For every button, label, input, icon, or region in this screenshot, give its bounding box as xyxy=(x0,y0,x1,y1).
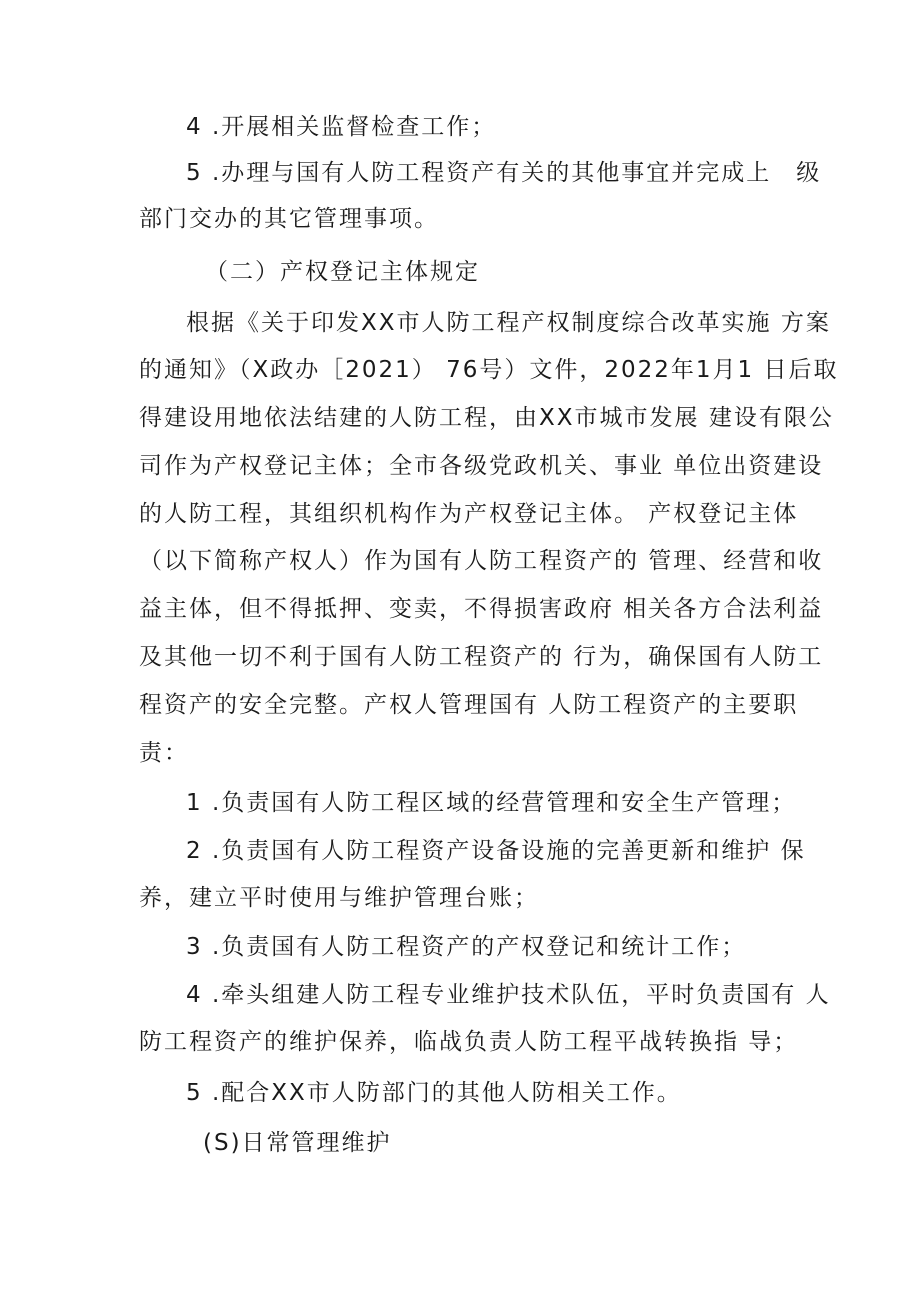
paragraph-line: 得建设用地依法结建的人防工程，由XX市城市发展 建设有限公 xyxy=(139,405,834,431)
section-heading: （二）产权登记主体规定 xyxy=(205,259,480,285)
paragraph-line: 的人防工程，其组织机构作为产权登记主体。 产权登记主体 xyxy=(139,501,799,527)
list-item-continuation: 养，建立平时使用与维护管理台账； xyxy=(139,885,539,911)
paragraph-line: 程资产的安全完整。产权人管理国有 人防工程资产的主要职 xyxy=(139,692,799,718)
list-item: 1 .负责国有人防工程区域的经营管理和安全生产管理； xyxy=(186,790,797,816)
section-heading: (S)日常管理维护 xyxy=(203,1130,392,1156)
paragraph-line: （以下简称产权人）作为国有人防工程资产的 管理、经营和收 xyxy=(139,548,824,574)
paragraph-line: 4 .开展相关监督检查工作； xyxy=(186,114,497,140)
paragraph-line: 根据《关于印发XX市人防工程产权制度综合改革实施 方案 xyxy=(186,310,831,336)
list-item: 3 .负责国有人防工程资产的产权登记和统计工作； xyxy=(186,934,747,960)
list-item: 4 .牵头组建人防工程专业维护技术队伍，平时负责国有 人 xyxy=(186,982,831,1008)
list-item: 5 .配合XX市人防部门的其他人防相关工作。 xyxy=(186,1080,682,1106)
paragraph-line: 责： xyxy=(139,740,189,766)
paragraph-line: 及其他一切不利于国有人防工程资产的 行为，确保国有人防工 xyxy=(139,644,824,670)
paragraph-line: 部门交办的其它管理事项。 xyxy=(139,206,439,232)
paragraph-line: 司作为产权登记主体；全市各级党政机关、事业 单位出资建设 xyxy=(139,453,824,479)
list-item-continuation: 防工程资产的维护保养，临战负责人防工程平战转换指 导； xyxy=(139,1029,799,1055)
paragraph-line: 益主体，但不得抵押、变卖，不得损害政府 相关各方合法利益 xyxy=(139,596,824,622)
paragraph-line: 5 .办理与国有人防工程资产有关的其他事宜并完成上 级 xyxy=(186,160,822,186)
paragraph-line: 的通知》（X政办［2021） 76号）文件，2022年1月1 日后取 xyxy=(139,357,839,383)
list-item: 2 .负责国有人防工程资产设备设施的完善更新和维护 保 xyxy=(186,838,806,864)
